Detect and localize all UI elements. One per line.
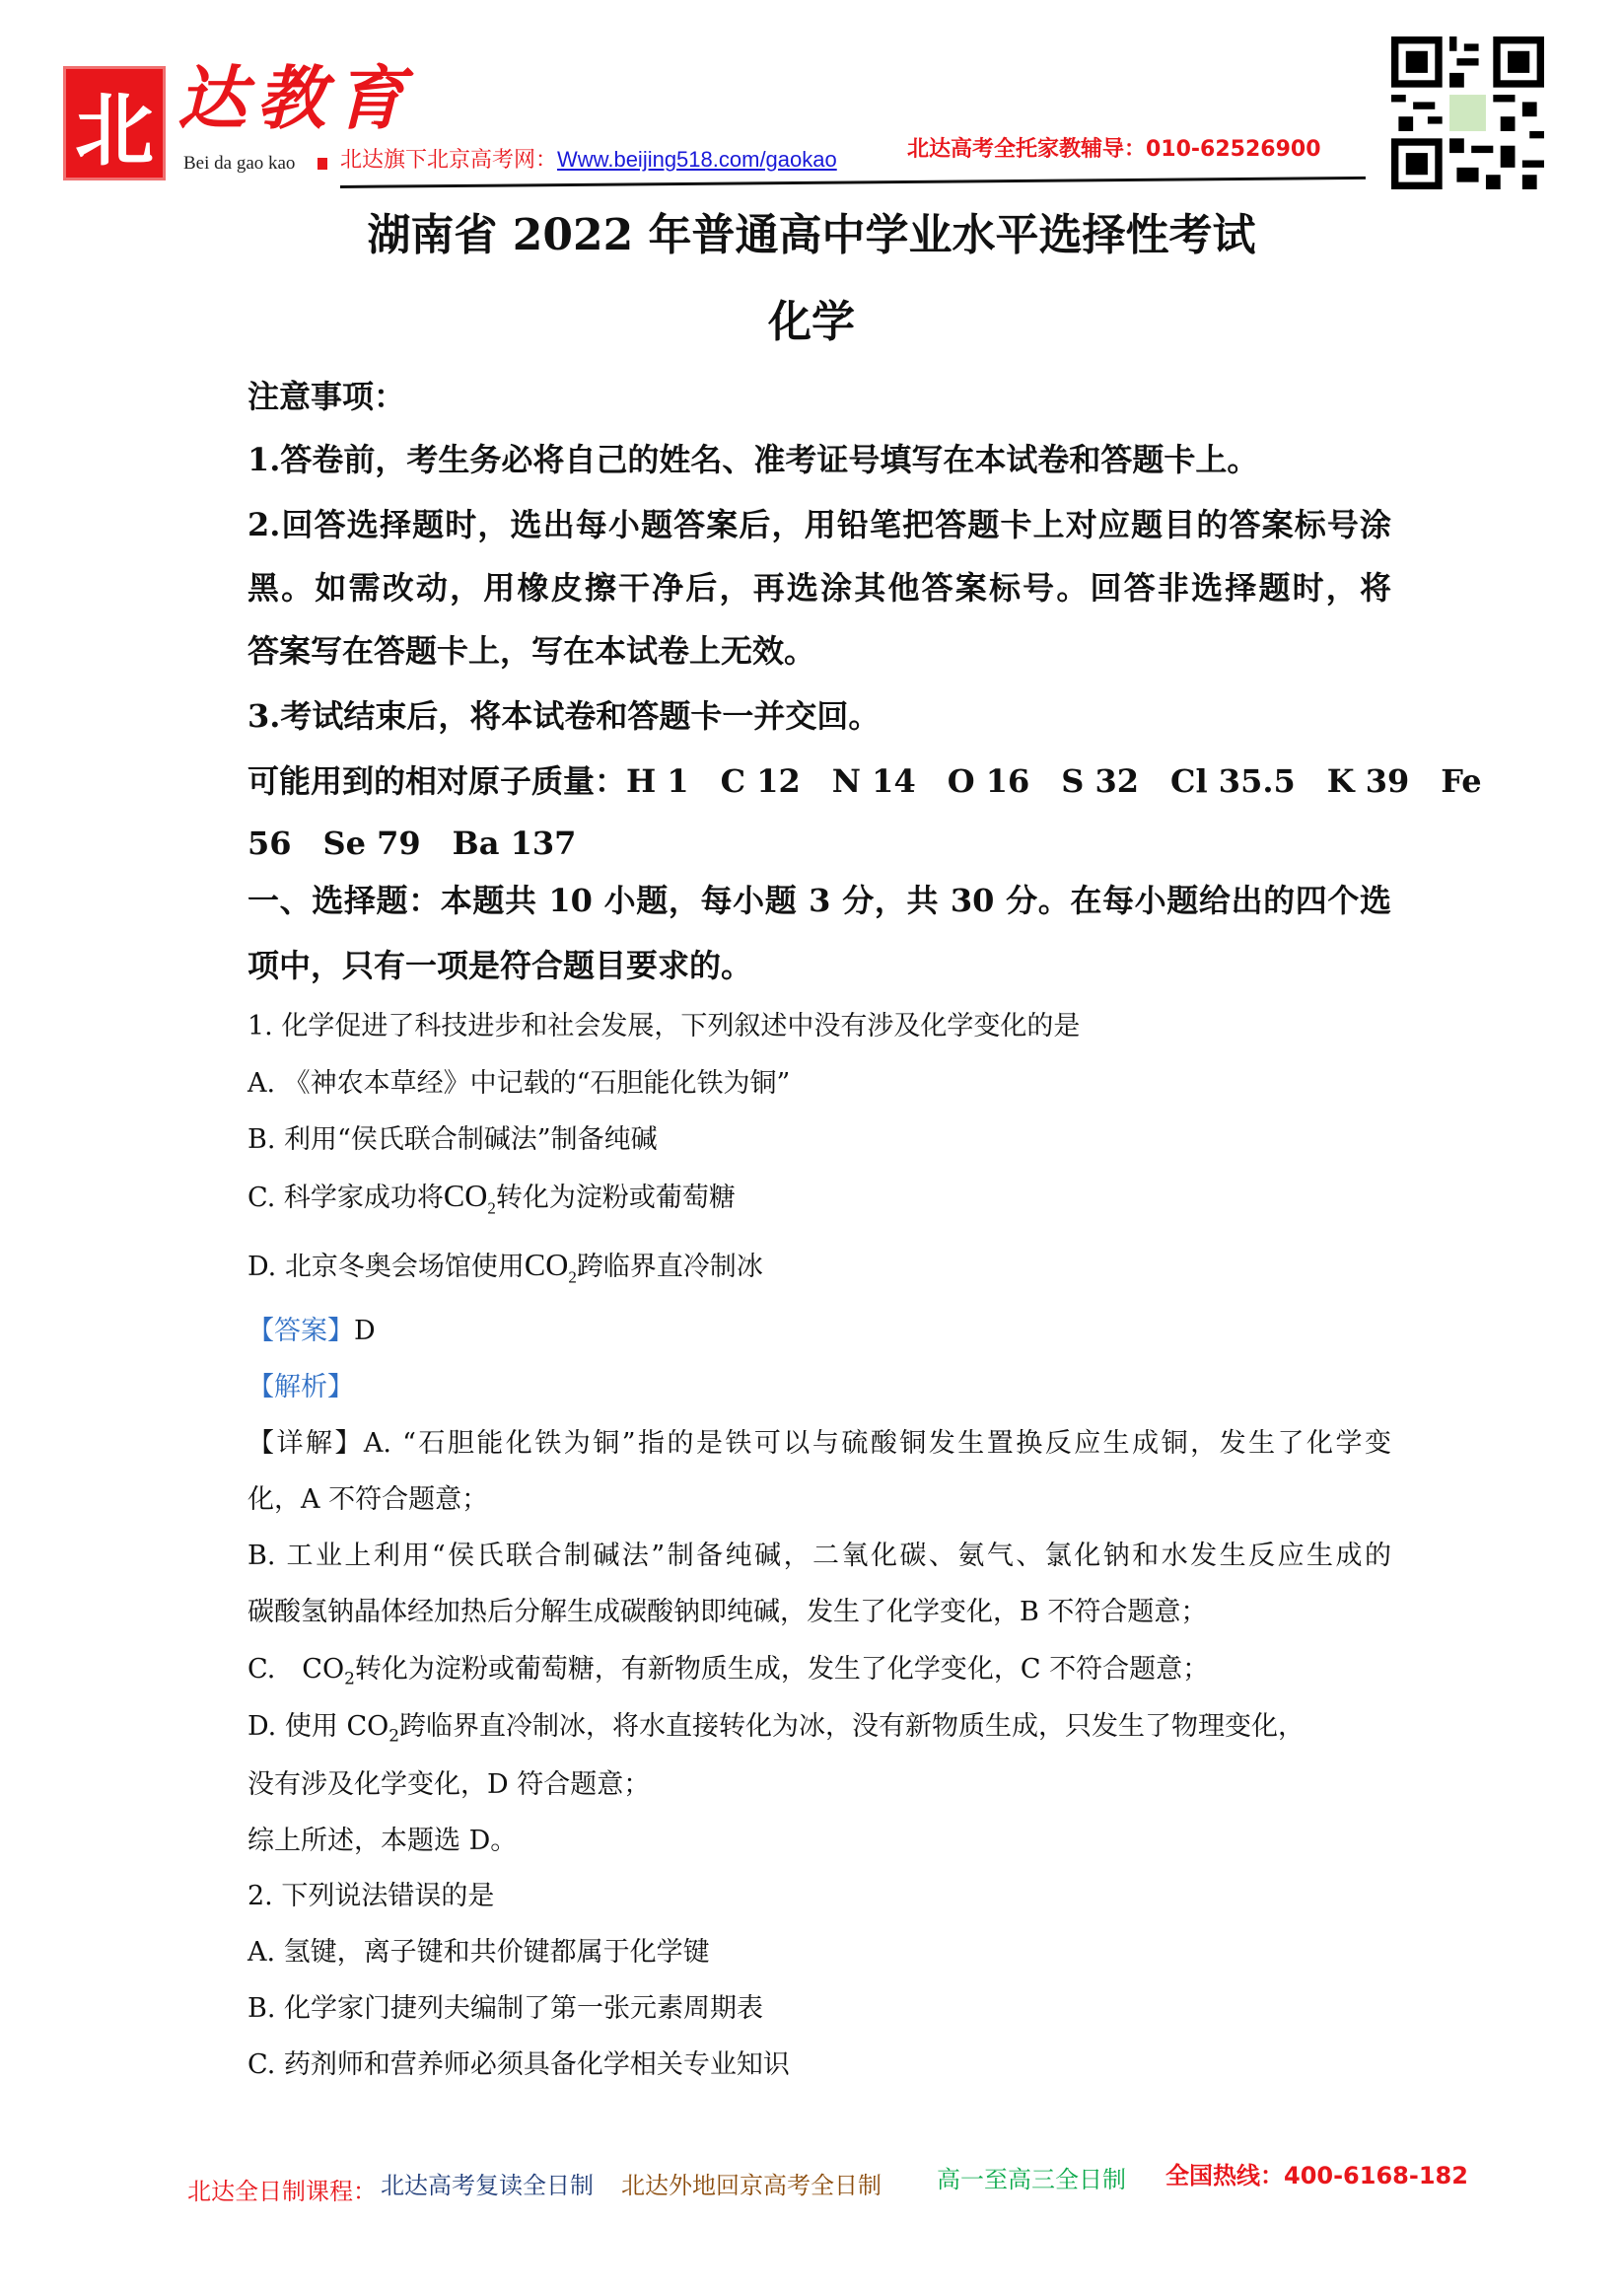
notice-line: 答案写在答题卡上，写在本试卷上无效。 bbox=[247, 632, 816, 670]
option-c-text: 转化为淀粉或葡萄糖 bbox=[495, 1183, 736, 1213]
footer-item: 高一至高三全日制 bbox=[937, 2166, 1126, 2193]
co2-formula bbox=[443, 1178, 496, 1218]
atomic-mass-line: 56 Se 79 Ba 137 bbox=[247, 825, 577, 862]
detail-line: 【详解】A. “石胆能化铁为铜”指的是铁可以与硫酸铜发生置换反应生成铜，发生了化学变 bbox=[247, 1428, 1391, 1459]
notice-line: 黑。如需改动，用橡皮擦干净后，再选涂其他答案标号。回答非选择题时，将 bbox=[247, 569, 1391, 607]
detail-line: 没有涉及化学变化，D 符合题意； bbox=[247, 1769, 651, 1800]
detail-line: 化，A 不符合题意； bbox=[247, 1484, 489, 1515]
option-d-text: D. 北京冬奥会场馆使用 bbox=[247, 1252, 525, 1282]
notice-heading: 注意事项： bbox=[247, 378, 406, 415]
option-b: B. 化学家门捷列夫编制了第一张元素周期表 bbox=[247, 1993, 764, 2024]
option-b: B. 利用“侯氏联合制碱法”制备纯碱 bbox=[247, 1124, 658, 1155]
logo-square-icon bbox=[318, 158, 327, 170]
footer-item: 北达高考复读全日制 bbox=[381, 2172, 594, 2199]
co2-formula bbox=[524, 1247, 577, 1287]
formula-subscript: 2 bbox=[388, 1726, 400, 1747]
option-c bbox=[247, 1176, 736, 1218]
question-2-stem: 2. 下列说法错误的是 bbox=[247, 1881, 495, 1911]
detail-line: 碳酸氢钠晶体经加热后分解生成碳酸钠即纯碱，发生了化学变化，B 不符合题意； bbox=[247, 1597, 1208, 1627]
qr-code-icon bbox=[1391, 36, 1544, 189]
formula-text: CO bbox=[443, 1178, 488, 1213]
logo-mark: 北 bbox=[63, 66, 166, 180]
answer bbox=[247, 1309, 376, 1347]
header-site bbox=[340, 148, 837, 173]
formula-text: CO bbox=[346, 1711, 389, 1742]
question-1-stem: 1. 化学促进了科技进步和社会发展，下列叙述中没有涉及化学变化的是 bbox=[247, 1011, 1081, 1041]
answer-label: 【答案】 bbox=[247, 1316, 354, 1346]
notice-line: 1.答卷前，考生务必将自己的姓名、准考证号填写在本试卷和答题卡上。 bbox=[247, 441, 1259, 478]
option-c: C. 药剂师和营养师必须具备化学相关专业知识 bbox=[247, 2049, 790, 2080]
option-a: A. 氢键，离子键和共价键都属于化学键 bbox=[247, 1937, 710, 1968]
option-d-text: 跨临界直冷制冰 bbox=[576, 1252, 763, 1282]
atomic-mass-line: 可能用到的相对原子质量：H 1 C 12 N 14 O 16 S 32 Cl 35.5 K 39 Fe bbox=[247, 762, 1482, 800]
notice-line: 3.考试结束后，将本试卷和答题卡一并交回。 bbox=[247, 697, 881, 735]
logo-text: 达教育 bbox=[177, 57, 414, 139]
summary-line: 综上所述，本题选 D。 bbox=[247, 1826, 518, 1856]
footer-hotline: 全国热线：400-6168-182 bbox=[1165, 2162, 1468, 2189]
detail-line bbox=[247, 1647, 1209, 1688]
detail-line: B. 工业上利用“侯氏联合制碱法”制备纯碱，二氧化碳、氨气、氯化钠和水发生反应生成的 bbox=[247, 1541, 1391, 1571]
formula-text: CO bbox=[302, 1654, 345, 1685]
header-phone: 北达高考全托家教辅导：010-62526900 bbox=[907, 137, 1321, 162]
logo-subtitle: Bei da gao kao bbox=[183, 153, 296, 174]
detail-text: C. bbox=[247, 1654, 303, 1685]
detail-text: 跨临界直冷制冰，将水直接转化为冰，没有新物质生成，只发生了物理变化， bbox=[399, 1711, 1305, 1742]
section-heading: 一、选择题：本题共 10 小题，每小题 3 分，共 30 分。在每小题给出的四个选 bbox=[247, 882, 1391, 919]
detail-text: 转化为淀粉或葡萄糖，有新物质生成，发生了化学变化，C 不符合题意； bbox=[354, 1654, 1210, 1685]
site-label: 北达旗下北京高考网： bbox=[340, 148, 558, 173]
formula-subscript: 2 bbox=[487, 1198, 496, 1218]
exam-title: 湖南省 2022 年普通高中学业水平选择性考试 bbox=[367, 210, 1256, 260]
header-divider bbox=[340, 177, 1366, 188]
option-d bbox=[247, 1245, 763, 1287]
formula-text: CO bbox=[524, 1247, 569, 1282]
formula-subscript: 2 bbox=[344, 1669, 355, 1689]
subject-title: 化学 bbox=[768, 297, 855, 347]
option-a: A. 《神农本草经》中记载的“石胆能化铁为铜” bbox=[247, 1068, 791, 1099]
site-link[interactable]: Www.beijing518.com/gaokao bbox=[557, 147, 837, 172]
detail-text: D. 使用 bbox=[247, 1711, 347, 1742]
notice-line: 2.回答选择题时，选出每小题答案后，用铅笔把答题卡上对应题目的答案标号涂 bbox=[247, 506, 1391, 543]
formula-subscript: 2 bbox=[568, 1267, 577, 1287]
footer-label: 北达全日制课程： bbox=[187, 2178, 377, 2205]
analysis-label: 【解析】 bbox=[247, 1372, 354, 1402]
answer-value: D bbox=[354, 1316, 376, 1346]
footer-item: 北达外地回京高考全日制 bbox=[621, 2172, 882, 2199]
option-c-text: C. 科学家成功将 bbox=[247, 1183, 444, 1213]
section-heading: 项中，只有一项是符合题目要求的。 bbox=[247, 947, 753, 984]
detail-line bbox=[247, 1704, 1305, 1746]
